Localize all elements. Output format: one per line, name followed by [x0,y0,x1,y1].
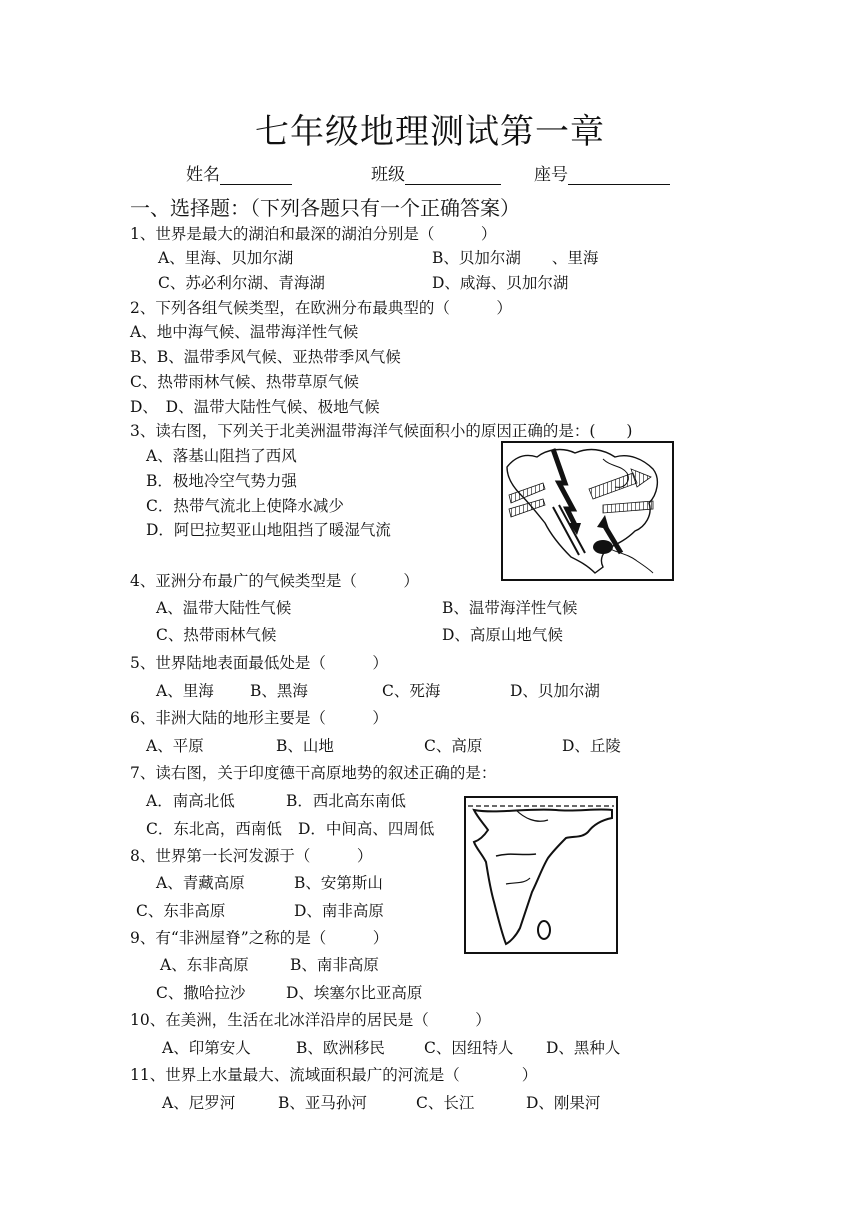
option: D．中间高、四周低 [298,820,435,838]
question-stem: 5、世界陆地表面最低处是（ ） [130,654,388,672]
option: D、刚果河 [526,1094,601,1112]
option: A、里海 [156,682,214,700]
option: D、埃塞尔比亚高原 [286,984,423,1002]
option: B、温带海洋性气候 [442,599,578,617]
option: D、丘陵 [562,737,621,755]
class-label: 班级 [371,165,405,185]
option: C、苏必利尔湖、青海湖 [158,274,325,292]
option: C、因纽特人 [424,1039,514,1057]
india-map [464,796,618,954]
option: B．极地冷空气势力强 [146,472,297,490]
question-stem: 8、世界第一长河发源于（ ） [130,847,373,865]
option: B、南非高原 [290,956,379,974]
option: C、撒哈拉沙 [156,984,246,1002]
option: C、长江 [416,1094,475,1112]
option: C、热带雨林气候 [156,626,277,644]
india-map-drawing [466,798,616,952]
seat-blank [568,166,670,185]
question-stem: 2、下列各组气候类型，在欧洲分布最典型的（ ） [130,299,512,317]
option: A、地中海气候、温带海洋性气候 [130,323,359,341]
question-stem: 7、读右图，关于印度德干高原地势的叙述正确的是： [130,764,497,782]
seat-label: 座号 [534,165,568,185]
option: A、温带大陆性气候 [156,599,292,617]
option: B．西北高东南低 [286,792,406,810]
option: A．南高北低 [146,792,235,810]
option: B、欧洲移民 [296,1039,385,1057]
option: D．阿巴拉契亚山地阻挡了暖湿气流 [146,521,391,539]
option: C．热带气流北上使降水减少 [146,497,344,515]
name-label: 姓名 [186,165,220,185]
option: B、山地 [276,737,334,755]
option: A、里海、贝加尔湖 [158,249,294,267]
question-stem: 3、读右图，下列关于北美洲温带海洋气候面积小的原因正确的是：( ) [130,422,633,440]
question-stem: 9、有“非洲屋脊”之称的是（ ） [130,929,389,947]
class-blank [405,166,501,185]
option: A、东非高原 [160,956,249,974]
option: D、贝加尔湖 [510,682,600,700]
north-america-map [501,441,674,581]
section-heading: 一、选择题：（下列各题只有一个正确答案） [130,196,520,220]
question-stem: 1、世界是最大的湖泊和最深的湖泊分别是（ ） [130,225,497,243]
option: D、南非高原 [294,902,384,920]
option: B、亚马孙河 [278,1094,367,1112]
option: A、平原 [146,737,204,755]
class-field [371,160,501,185]
seat-field [534,160,670,185]
option: C、高原 [424,737,483,755]
option: D、黑种人 [546,1039,621,1057]
option: B、黑海 [250,682,308,700]
option: A、印第安人 [162,1039,251,1057]
option: C、死海 [382,682,441,700]
option: C．东北高，西南低 [146,820,282,838]
option: B、B、温带季风气候、亚热带季风气候 [130,348,401,366]
option: D、 D、温带大陆性气候、极地气候 [130,398,380,416]
question-stem: 6、非洲大陆的地形主要是（ ） [130,709,388,727]
north-america-map-drawing [503,443,672,579]
option: D、咸海、贝加尔湖 [432,274,569,292]
option: B、安第斯山 [294,874,383,892]
option: B、贝加尔湖 、里海 [432,249,599,267]
page-title: 七年级地理测试第一章 [255,112,605,152]
name-blank [220,166,292,185]
name-field [186,160,292,185]
option: A、尼罗河 [162,1094,236,1112]
option: C、热带雨林气候、热带草原气候 [130,373,359,391]
question-stem: 4、亚洲分布最广的气候类型是（ ） [130,572,419,590]
option: A、青藏高原 [156,874,245,892]
option: C、东非高原 [136,902,226,920]
option: A、落基山阻挡了西风 [146,447,297,465]
question-stem: 11、世界上水量最大、流域面积最广的河流是（ ） [130,1066,538,1084]
option: D、高原山地气候 [442,626,563,644]
question-stem: 10、在美洲，生活在北冰洋沿岸的居民是（ ） [130,1011,491,1029]
